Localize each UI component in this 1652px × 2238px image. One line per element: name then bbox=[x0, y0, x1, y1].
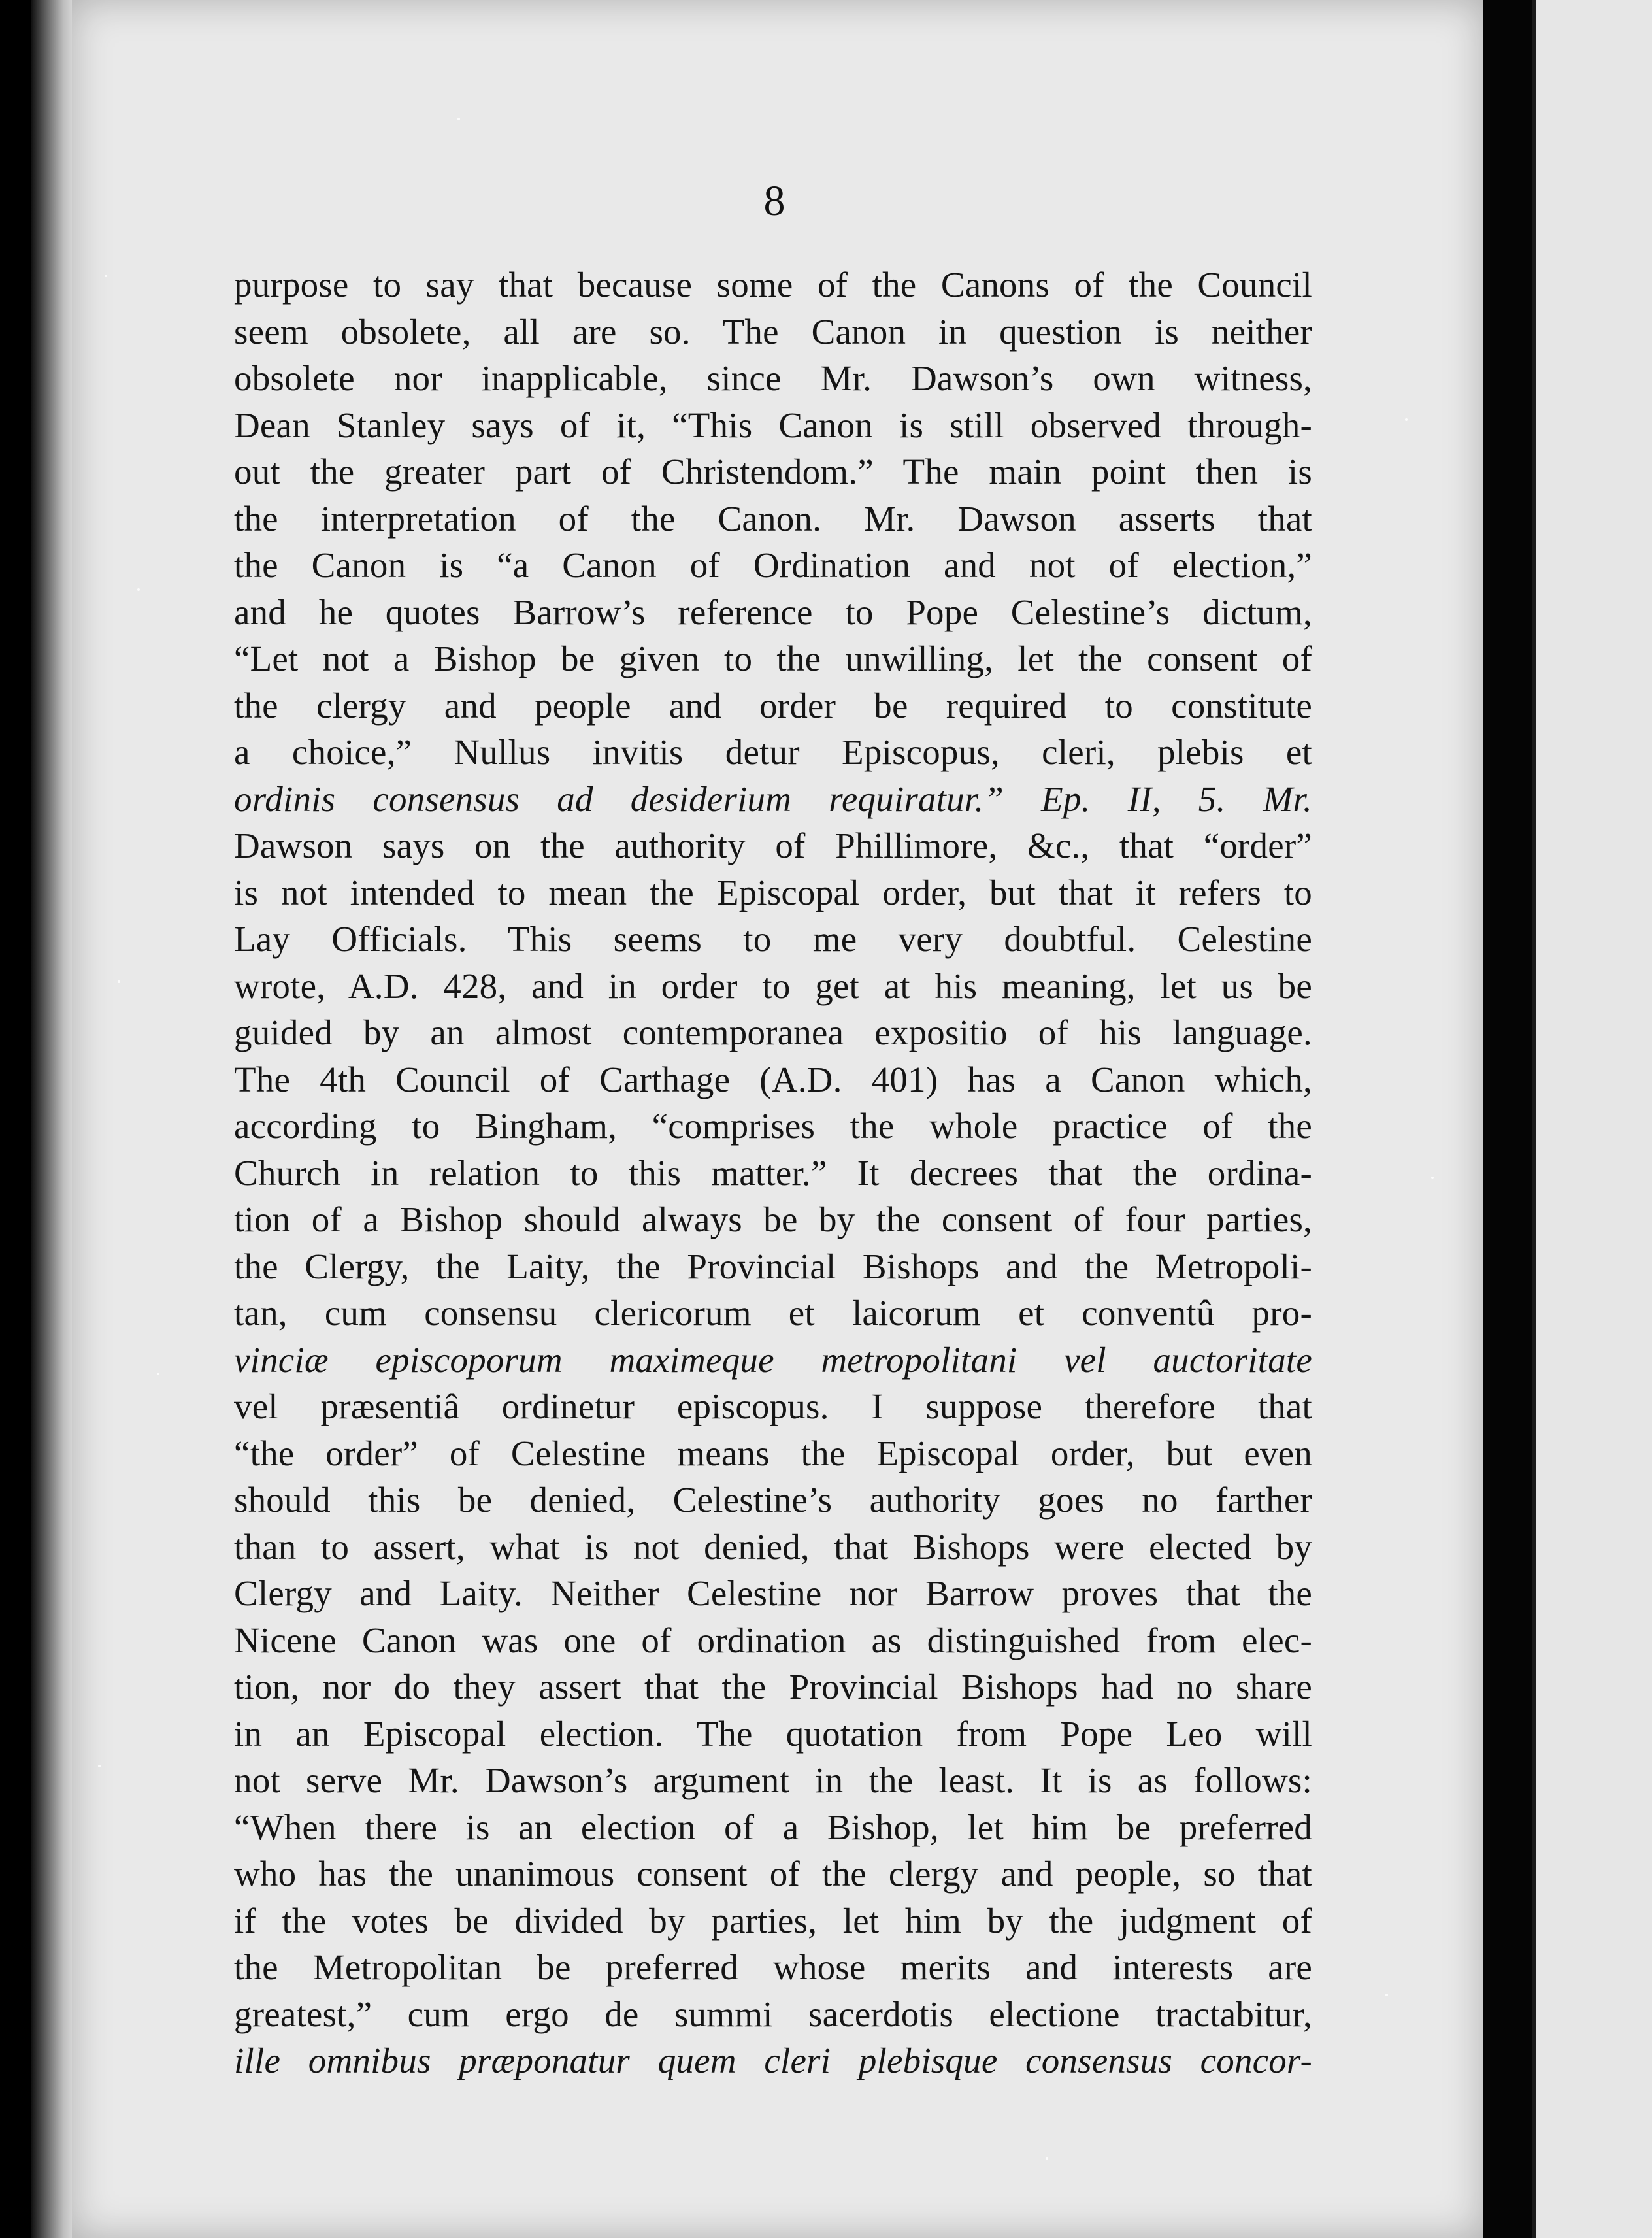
text-line: The 4th Council of Carthage (A.D. 401) has a Canon which, bbox=[234, 1059, 1312, 1099]
text-line: Clergy and Laity. Neither Celestine nor Barrow proves that the bbox=[234, 1573, 1312, 1613]
text-line-latin: ille omnibus præponatur quem cleri plebisque consensus concor- bbox=[234, 2041, 1312, 2080]
text-line: Dawson says on the authority of Phillimore, &c., that “order” bbox=[234, 826, 1312, 865]
text-line: “Let not a Bishop be given to the unwilling, let the consent of bbox=[234, 639, 1312, 678]
text-line: obsolete nor inapplicable, since Mr. Dawson’s own witness, bbox=[234, 358, 1312, 398]
scan-speck bbox=[1431, 1177, 1434, 1179]
text-line: “When there is an election of a Bishop, let him be preferred bbox=[234, 1807, 1312, 1847]
adjacent-page-edge bbox=[1532, 0, 1652, 2238]
scan-speck bbox=[137, 588, 140, 591]
text-line: greatest,” cum ergo de summi sacerdotis electione tractabitur, bbox=[234, 1994, 1312, 2034]
text-line: than to assert, what is not denied, that Bishops were elected by bbox=[234, 1526, 1312, 1567]
text-line: should this be denied, Celestine’s authority goes no farther bbox=[234, 1480, 1312, 1520]
text-line: the Canon is “a Canon of Ordination and not of election,” bbox=[234, 545, 1312, 585]
scan-speck bbox=[1046, 2157, 1048, 2160]
scan-speck bbox=[105, 275, 107, 277]
text-line: not serve Mr. Dawson’s argument in the least. It is as follows: bbox=[234, 1760, 1312, 1800]
text-line: the Clergy, the Laity, the Provincial Bishops and the Metropoli- bbox=[234, 1246, 1312, 1286]
text-line: tion, nor do they assert that the Provincial Bishops had no share bbox=[234, 1667, 1312, 1707]
text-line: according to Bingham, “comprises the whole practice of the bbox=[234, 1106, 1312, 1146]
text-line: Church in relation to this matter.” It decrees that the ordina- bbox=[234, 1152, 1312, 1193]
text-line: out the greater part of Christendom.” The main point then is bbox=[234, 452, 1312, 492]
scan-speck bbox=[98, 1765, 101, 1767]
text-line: “the order” of Celestine means the Episcopal order, but even bbox=[234, 1433, 1312, 1473]
text-line: seem obsolete, all are so. The Canon in question is neither bbox=[234, 311, 1312, 352]
text-line: the Metropolitan be preferred whose merits and interests are bbox=[234, 1947, 1312, 1987]
text-line-latin: tan, cum consensu clericorum et laicorum et conventû pro- bbox=[234, 1293, 1312, 1333]
text-line-latin: vel præsentiâ ordinetur episcopus. I suppose therefore that bbox=[234, 1386, 1312, 1426]
text-line: is not intended to mean the Episcopal order, but that it refers to bbox=[234, 872, 1312, 912]
text-line: the clergy and people and order be required to constitute bbox=[234, 685, 1312, 726]
text-line: purpose to say that because some of the Canons of the Council bbox=[234, 265, 1312, 305]
text-line: the interpretation of the Canon. Mr. Dawson asserts that bbox=[234, 498, 1312, 539]
text-line: Lay Officials. This seems to me very doubtful. Celestine bbox=[234, 919, 1312, 959]
text-line: a choice,” Nullus invitis detur Episcopus, cleri, plebis et bbox=[234, 732, 1312, 772]
scan-speck bbox=[157, 1373, 159, 1375]
text-line-latin: ordinis consensus ad desiderium requiratur.” Ep. II, 5. Mr. bbox=[234, 778, 1312, 819]
text-line: if the votes be divided by parties, let him by the judgment of bbox=[234, 1900, 1312, 1941]
text-line: Dean Stanley says of it, “This Canon is still observed through- bbox=[234, 405, 1312, 445]
text-line: tion of a Bishop should always be by the consent of four parties, bbox=[234, 1199, 1312, 1239]
text-line-latin: vinciæ episcoporum maximeque metropolitani vel auctoritate bbox=[234, 1339, 1312, 1380]
page-edge-shadow bbox=[31, 0, 77, 2238]
scan-speck bbox=[118, 980, 120, 983]
scan-speck bbox=[457, 118, 460, 120]
scan-speck bbox=[1405, 418, 1408, 421]
page-number: 8 bbox=[763, 177, 785, 225]
text-line: who has the unanimous consent of the clergy and people, so that bbox=[234, 1854, 1312, 1894]
text-line: and he quotes Barrow’s reference to Pope Celestine’s dictum, bbox=[234, 592, 1312, 632]
text-line: guided by an almost contemporanea expositio of his language. bbox=[234, 1012, 1312, 1052]
text-line: wrote, A.D. 428, and in order to get at his meaning, let us be bbox=[234, 965, 1312, 1006]
book-gutter bbox=[1483, 0, 1532, 2238]
text-line: in an Episcopal election. The quotation from Pope Leo will bbox=[234, 1713, 1312, 1754]
text-line: Nicene Canon was one of ordination as distinguished from elec- bbox=[234, 1620, 1312, 1660]
scan-speck bbox=[1385, 1994, 1388, 1996]
body-text bbox=[234, 261, 1312, 2084]
